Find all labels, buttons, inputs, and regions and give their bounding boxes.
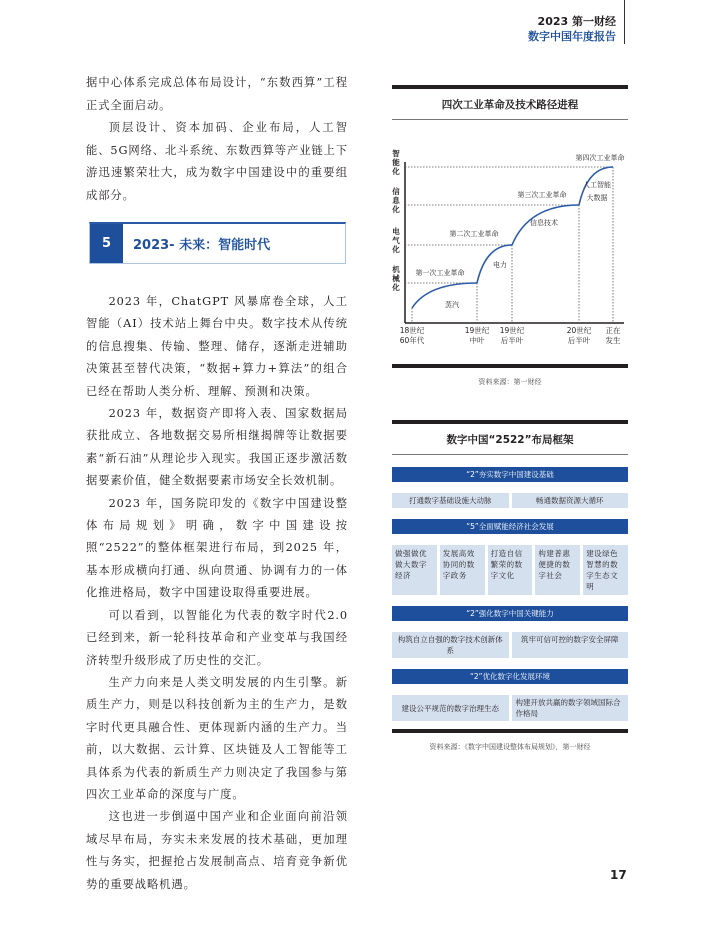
figure-bottom-rule <box>392 364 628 368</box>
running-header <box>528 14 616 44</box>
framework-item: 发展高效协同的数字政务 <box>440 545 485 595</box>
y-level-label: 信 <box>392 187 400 196</box>
x-tick-label: 后半叶 <box>500 336 524 345</box>
industrial-revolution-figure <box>392 85 628 387</box>
x-tick-label: 后半叶 <box>567 336 591 345</box>
framework-item: 构筑自立自强的数字技术创新体系 <box>392 632 509 658</box>
header-report-title: 数字中国年度报告 <box>528 30 616 43</box>
header-divider <box>624 0 625 44</box>
y-level-label: 化 <box>392 167 400 176</box>
figure-title: 数字中国“2522”布局框架 <box>446 434 574 446</box>
y-level-label: 化 <box>392 205 400 214</box>
section-title: 2023- 未来：智能时代 <box>133 238 271 253</box>
framework-item: 打造自信繁荣的数字文化 <box>488 545 533 595</box>
framework-item: 建设公平规范的数字治理生态 <box>392 695 509 721</box>
y-level-label: 机 <box>392 265 400 274</box>
technology-label: 蒸汽 <box>445 301 459 309</box>
section-heading <box>89 222 346 264</box>
figure-source: 资料来源：第一财经 <box>478 378 542 386</box>
y-level-label: 息 <box>392 196 400 205</box>
technology-label: 信息技术 <box>530 219 558 227</box>
x-tick-label: 19世纪 <box>464 326 490 335</box>
revolution-label: 第一次工业革命 <box>415 269 465 277</box>
framework-item: 畅通数据资源大循环 <box>512 493 629 508</box>
framework-item: 构建普惠便捷的数字社会 <box>535 545 580 595</box>
page-number: 17 <box>610 868 627 882</box>
paragraph: 2023 年，数据资产即将入表、国家数据局获批成立、各地数据交易所相继揭牌等让数据要素“新石油”从理论步入现实。我国正逐步激活数据要素价值，健全数据要素市场安全长效机制。 <box>86 407 348 488</box>
y-level-label: 智 <box>392 149 400 158</box>
paragraph: 顶层设计、资本加码、企业布局，人工智能、5G网络、北斗系统、东数西算等产业链上下游迅速繁荣壮大，成为数字中国建设中的重要组成部分。 <box>86 121 348 202</box>
x-tick-label: 正在 <box>605 326 621 335</box>
technology-label: 大数据 <box>586 194 608 202</box>
x-tick-label: 19世纪 <box>499 326 525 335</box>
y-level-label: 电 <box>392 227 400 236</box>
framework-band-foundation: “2”夯实数字中国建设基础 <box>392 467 628 482</box>
y-level-label: 能 <box>392 158 400 167</box>
figure-title: 四次工业革命及技术路径进程 <box>441 99 579 111</box>
section-number: 5 <box>90 224 123 263</box>
x-tick-label: 18世纪 <box>399 326 425 335</box>
figure-source: 资料来源：《数字中国建设整体布局规划》，第一财经 <box>429 743 591 751</box>
paragraph: 生产力向来是人类文明发展的内生引擎。新质生产力，则是以科技创新为主的生产力，是数字时代更具融合性、更体现新内涵的生产力。当前，以大数据、云计算、区块链及人工智能等工具体系为代表的新质生产力则决定了我国参与第四次工业革命的深度与广度。 <box>86 675 348 801</box>
revolution-label: 第二次工业革命 <box>449 230 499 238</box>
framework-band-empower: “5”全面赋能经济社会发展 <box>392 519 628 534</box>
framework-item: 构建开放共赢的数字领域国际合作格局 <box>512 695 629 721</box>
technology-label: 人工智能 <box>583 181 611 189</box>
x-tick-label: 60年代 <box>399 336 425 345</box>
x-tick-label: 20世纪 <box>566 326 592 335</box>
framework-row <box>392 493 628 508</box>
y-level-label: 气 <box>392 236 400 245</box>
intro-text <box>86 72 348 207</box>
x-tick-label: 发生 <box>605 336 621 345</box>
body-text <box>86 291 348 896</box>
framework-body <box>392 455 628 729</box>
framework-2522-figure <box>392 420 628 752</box>
framework-row <box>392 695 628 721</box>
paragraph: 2023 年，国务院印发的《数字中国建设整体布局规划》明确，数字中国建设按照“2522”的整体框架进行布局，到2025 年，基本形成横向打通、纵向贯通、协调有力的一体化推进格局，数字中国建设取得重要进展。 <box>86 496 348 600</box>
paragraph: 据中心体系完成总体布局设计，“东数西算”工程正式全面启动。 <box>86 76 348 112</box>
revolution-label: 第四次工业革命 <box>575 154 625 162</box>
framework-row <box>392 545 628 595</box>
technology-label: 电力 <box>493 261 507 269</box>
y-level-label: 化 <box>392 245 400 254</box>
framework-row <box>392 632 628 658</box>
header-publisher: 2023 第一财经 <box>537 15 616 28</box>
y-level-label: 械 <box>392 274 400 283</box>
framework-item: 建设绿色智慧的数字生态文明 <box>583 545 628 595</box>
framework-item: 筑牢可信可控的数字安全屏障 <box>512 632 629 658</box>
x-tick-label: 中叶 <box>469 336 485 345</box>
framework-band-capability: “2”强化数字中国关键能力 <box>392 606 628 621</box>
framework-band-environment: “2”优化数字化发展环境 <box>392 669 628 684</box>
figure-bottom-rule <box>392 729 628 733</box>
paragraph: 可以看到，以智能化为代表的数字时代2.0 已经到来，新一轮科技革命和产业变革与我国经济转型升级形成了历史性的交汇。 <box>86 608 348 667</box>
framework-item: 做强做优做大数字经济 <box>392 545 437 595</box>
revolution-chart <box>392 120 628 360</box>
y-level-label: 化 <box>392 283 400 292</box>
paragraph: 2023 年，ChatGPT 风暴席卷全球，人工智能（AI）技术站上舞台中央。数字技术从传统的信息搜集、传输、整理、储存，逐渐走进辅助决策甚至替代决策，“数据+算力+算法”的组合已经在帮助人类分析、理解、预测和决策。 <box>86 295 348 398</box>
revolution-label: 第三次工业革命 <box>517 191 567 199</box>
paragraph: 这也进一步倒逼中国产业和企业面向前沿领域尽早布局，夯实未来发展的技术基础，更加理性与务实，把握抢占发展制高点、培育竞争新优势的重要战略机遇。 <box>86 810 348 891</box>
framework-item: 打通数字基础设施大动脉 <box>392 493 509 508</box>
